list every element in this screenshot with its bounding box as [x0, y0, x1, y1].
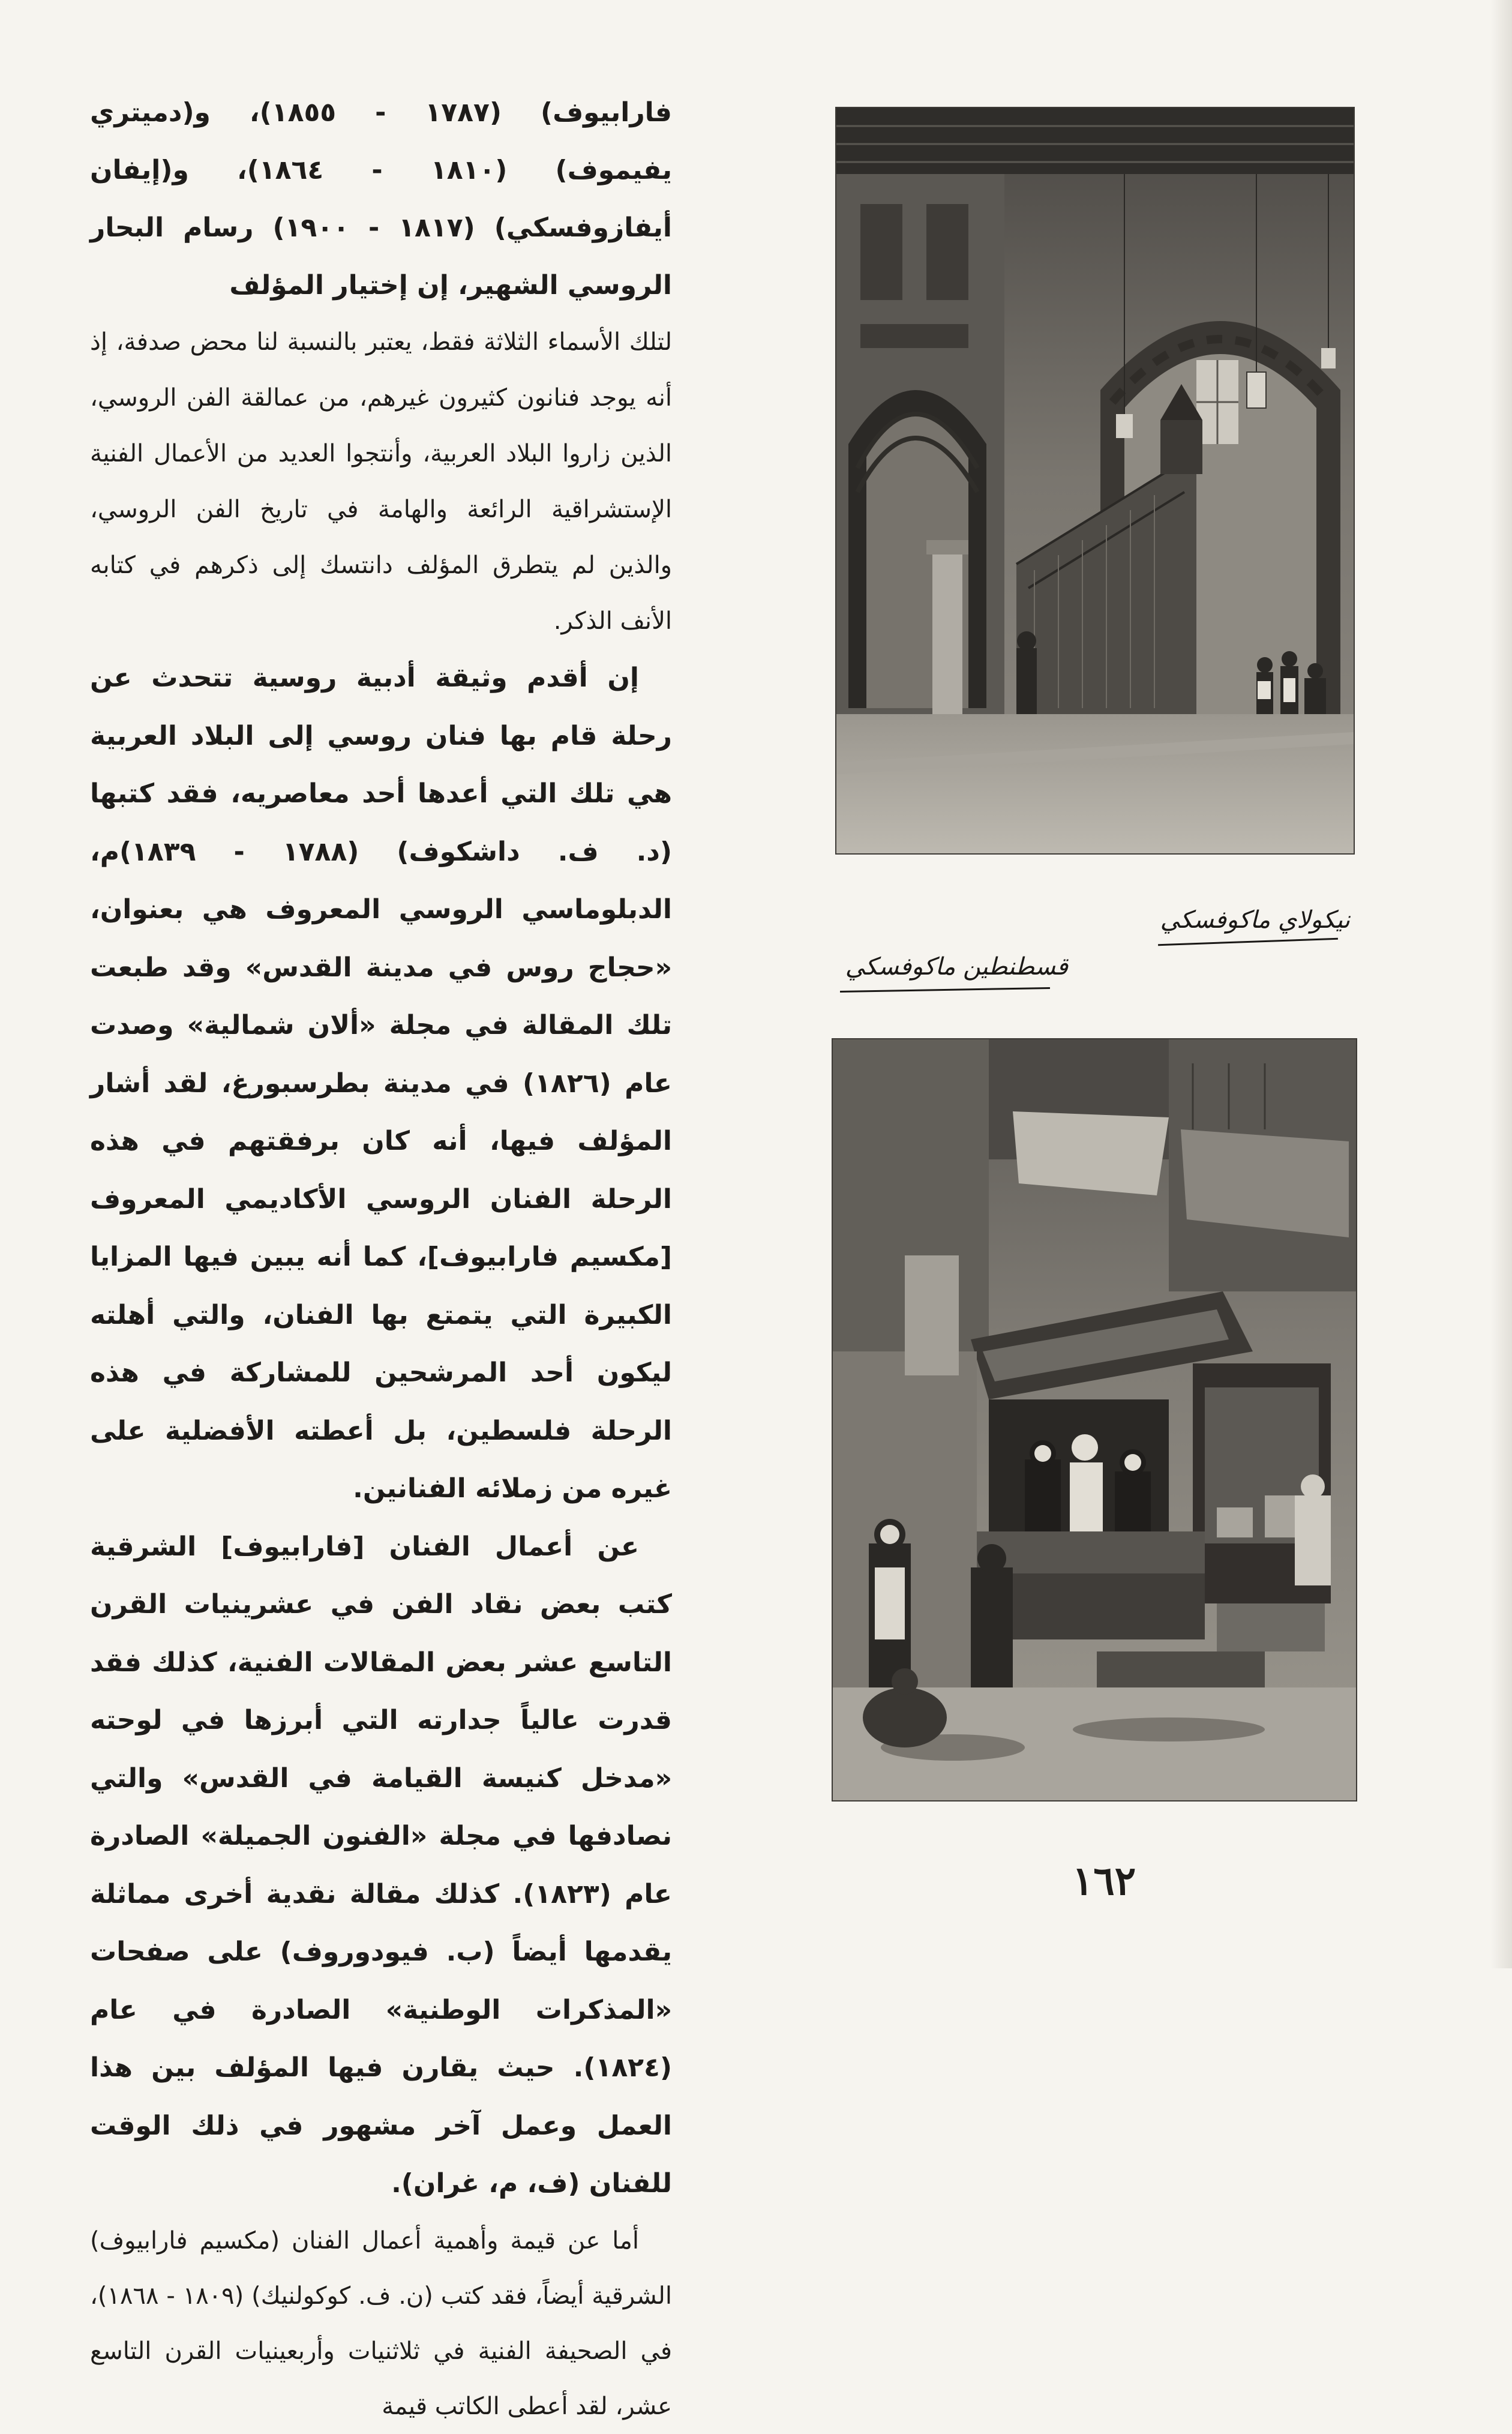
- caption-underline: [840, 987, 1050, 993]
- paragraph-1: فارابيوف) (١٧٨٧ - ١٨٥٥)، و(دميتري يفيموف) (١٨١٠ - ١٨٦٤)، و(إيفان أيفازوفسكي) (١٨١٧ - ١٩٠٠) رسام البحار الروسي الشهير، إن إختيار المؤلف: [90, 97, 672, 301]
- caption-underline: [1158, 938, 1338, 946]
- painting-mosque-interior: [835, 107, 1355, 855]
- paragraph-3: إن أقدم وثيقة أدبية روسية تتحدث عن رحلة قام بها فنان روسي إلى البلاد العربية هي تلك التي أعدها أحد معاصريه، فقد كتبها (د. ف. داشكوف) (١٧٨٨ - ١٨٣٩)م، الدبلوماسي الروسي المعروف هي بعنوان، «حجاج روس في مدينة القدس» وقد طبعت تلك المقالة في مجلة «ألان شمالية» وصدت عام (١٨٢٦) في مدينة بطرسبورغ، لقد أشار المؤلف فيها، أنه كان برفقتهم في هذه الرحلة الفنان الروسي الأكاديمي المعروف [مكسيم فارابيوف]، كما أنه يبين فيها المزايا الكبيرة التي يتمتع بها الفنان، والتي أهلته ليكون أحد المرشحين للمشاركة في هذه الرحلة فلسطين، بل أعطته الأفضلية على غيره من زملائه الفنانين.: [90, 663, 672, 1504]
- caption-konstantin-makovsky: قسطنطين ماكوفسكي: [845, 953, 1068, 981]
- painting-street-market: [832, 1038, 1357, 1801]
- page-number: ١٦٢: [1072, 1857, 1136, 1904]
- paragraph-2: لتلك الأسماء الثلاثة فقط، يعتبر بالنسبة لنا محض صدفة، إذ أنه يوجد فنانون كثيرون غيرهم، من عمالقة الفن الروسي، الذين زاروا البلاد العربية، وأنتجوا العديد من الأعمال الفنية الإستشراقية الرائعة والهامة في تاريخ الفن الروسي، والذين لم يتطرق المؤلف دانتسك إلى ذكرهم في كتابه الأنف الذكر.: [90, 328, 672, 635]
- caption-nikolai-makovsky: نيكولاي ماكوفسكي: [1160, 906, 1350, 934]
- page-edge: [1490, 0, 1512, 1968]
- paragraph-5: أما عن قيمة وأهمية أعمال الفنان (مكسيم فارابيوف) الشرقية أيضاً، فقد كتب (ن. ف. كوكولنيك) (١٨٠٩ - ١٨٦٨)، في الصحيفة الفنية في ثلاثنيات وأربعينيات القرن التاسع عشر، لقد أعطى الكاتب قيمة: [90, 2226, 672, 2420]
- paragraph-4: عن أعمال الفنان [فارابيوف] الشرقية كتب بعض نقاد الفن في عشرينيات القرن التاسع عشر بعض المقالات الفنية، كذلك فقد قدرت عالياً جدارته التي أبرزها في لوحته «مدخل كنيسة القيامة في القدس» والتي نصادفها في مجلة «الفنون الجميلة» الصادرة عام (١٨٢٣). كذلك مقالة نقدية أخرى مماثلة يقدمها أيضاً (ب. فيودوروف) على صفحات «المذكرات الوطنية» الصادرة في عام (١٨٢٤). حيث يقارن فيها المؤلف بين هذا العمل وعمل آخر مشهور في ذلك الوقت للفنان (ف، م، غران).: [90, 1531, 672, 2199]
- article-text: [90, 84, 672, 2434]
